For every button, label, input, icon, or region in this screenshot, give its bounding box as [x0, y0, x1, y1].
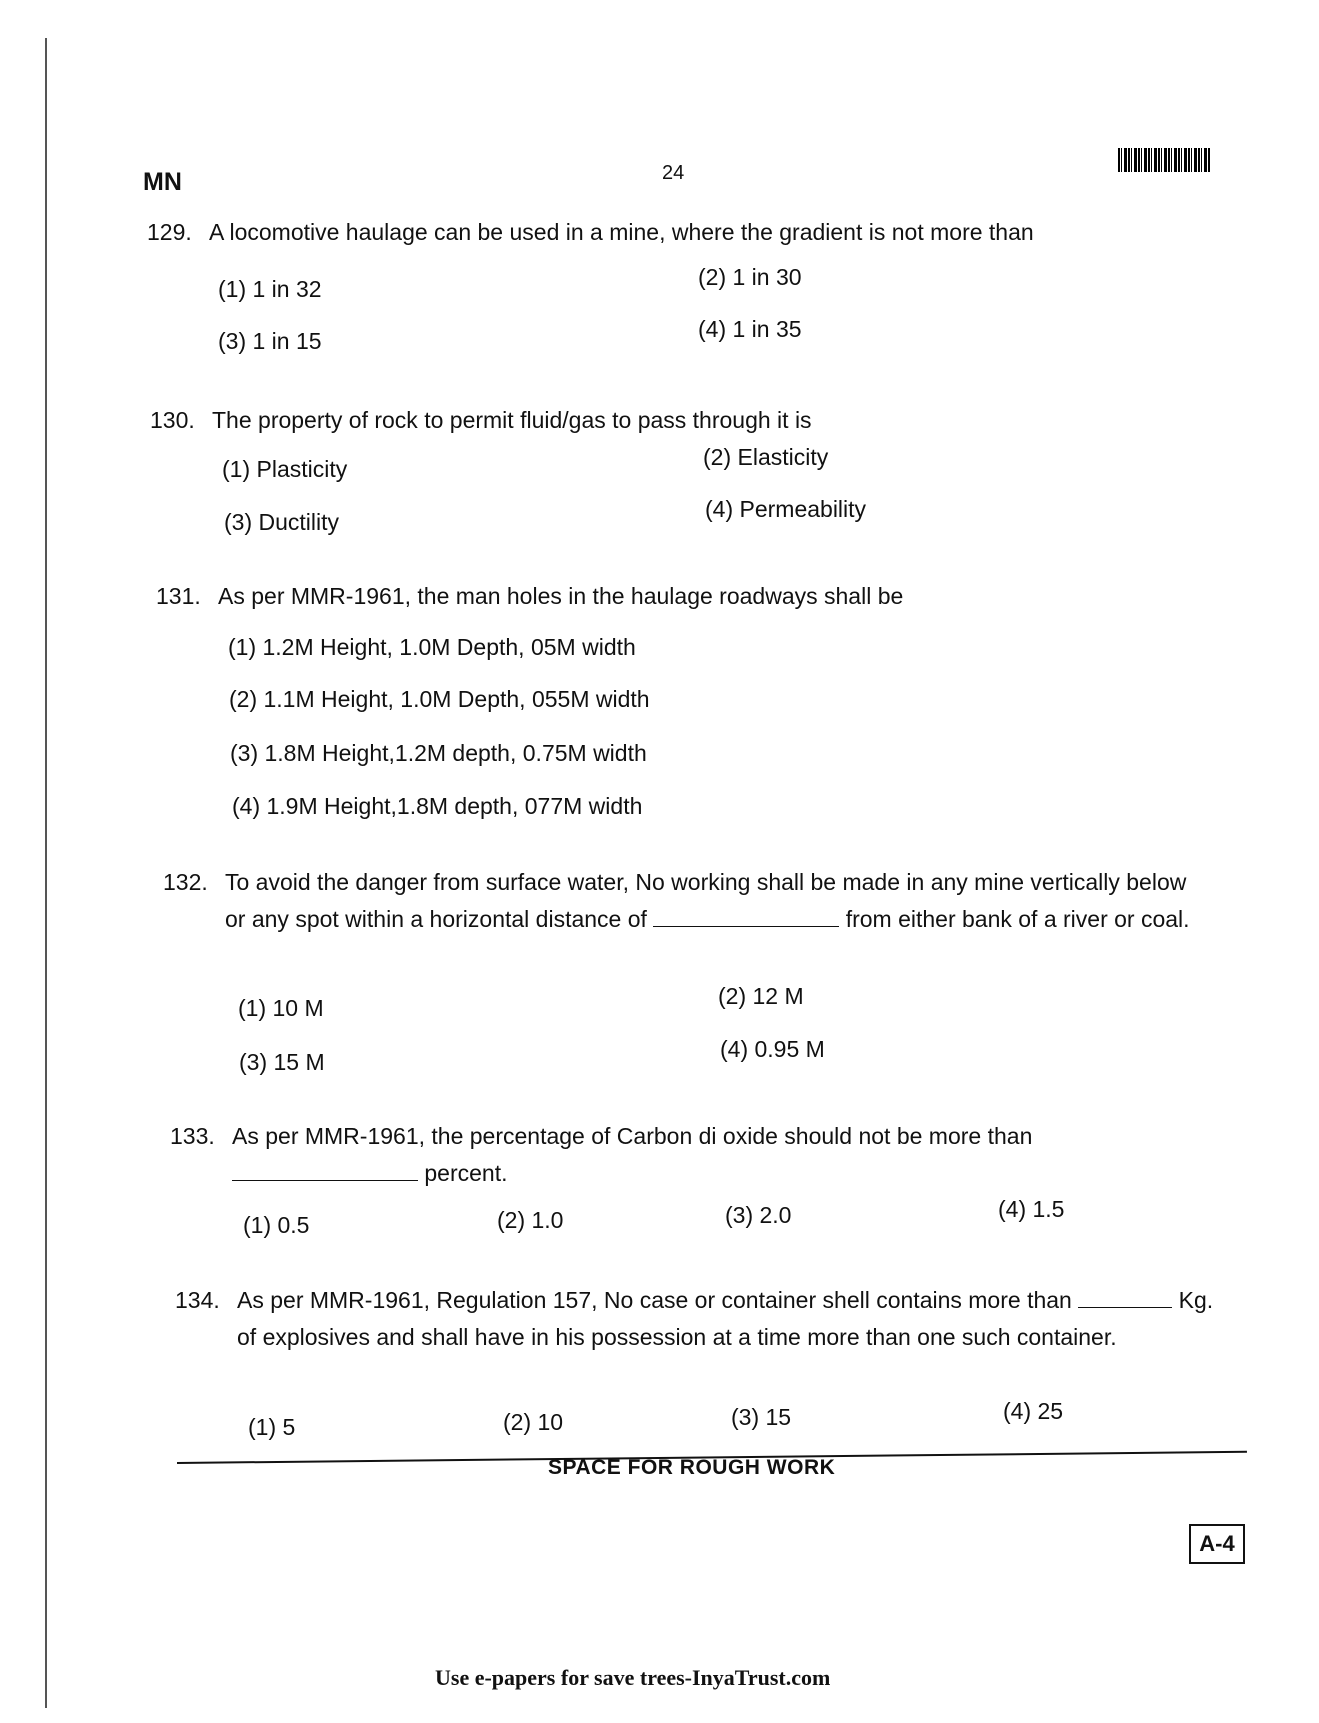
option-3: (3) 1 in 15	[218, 328, 322, 354]
option-3: (3) Ductility	[224, 509, 340, 535]
option-4: (4) Permeability	[705, 496, 867, 522]
option-2: (2) Elasticity	[703, 444, 829, 470]
stem-text: percent.	[424, 1160, 508, 1186]
question-number: 129.	[147, 219, 192, 245]
stem-text: To avoid the danger from surface water, No working shall be made in any mine vertically below or any spot within a horizontal distance of	[225, 869, 1187, 932]
option-1: (1) 1.2M Height, 1.0M Depth, 05M width	[228, 634, 636, 660]
stem-text: As per MMR-1961, the percentage of Carbon di oxide should not be more than	[232, 1123, 1033, 1149]
option-2: (2) 1 in 30	[698, 264, 802, 290]
question-number: 132.	[163, 869, 208, 895]
option-3: (3) 15	[731, 1404, 792, 1430]
answer-blank	[232, 1162, 418, 1181]
question-129	[147, 214, 1147, 251]
option-3: (3) 2.0	[725, 1202, 792, 1228]
question-number: 133.	[170, 1123, 215, 1149]
option-2: (2) 1.1M Height, 1.0M Depth, 055M width	[229, 686, 650, 712]
option-2: (2) 10	[503, 1409, 564, 1435]
option-4: (4) 1.9M Height,1.8M depth, 077M width	[232, 793, 643, 819]
question-number: 131.	[156, 583, 201, 609]
stem-text: from either bank of a river or coal.	[845, 906, 1190, 932]
option-2: (2) 1.0	[497, 1207, 564, 1233]
option-3: (3) 15 M	[239, 1049, 325, 1075]
question-stem	[225, 864, 1213, 938]
page-number: 24	[662, 162, 685, 184]
question-133	[170, 1118, 1170, 1192]
question-stem: As per MMR-1961, the man holes in the haulage roadways shall be	[218, 583, 904, 609]
option-1: (1) 10 M	[238, 995, 324, 1021]
question-stem	[232, 1118, 1170, 1192]
question-number: 134.	[175, 1287, 220, 1313]
rough-work-label: SPACE FOR ROUGH WORK	[548, 1456, 836, 1479]
option-4: (4) 1.5	[998, 1196, 1065, 1222]
option-2: (2) 12 M	[718, 983, 804, 1009]
question-stem: A locomotive haulage can be used in a mine, where the gradient is not more than	[209, 219, 1034, 245]
option-1: (1) 0.5	[243, 1212, 310, 1238]
question-131	[156, 578, 1156, 615]
question-134	[175, 1282, 1225, 1356]
paper-code: MN	[143, 168, 182, 196]
option-1: (1) 5	[248, 1414, 296, 1440]
question-stem	[237, 1282, 1225, 1356]
barcode-icon	[1118, 148, 1210, 172]
question-number: 130.	[150, 407, 195, 433]
set-code-box: A-4	[1189, 1524, 1245, 1564]
question-132	[163, 864, 1213, 938]
answer-blank	[1078, 1289, 1172, 1308]
option-1: (1) 1 in 32	[218, 276, 322, 302]
stem-text: As per MMR-1961, Regulation 157, No case or container shell contains more than	[237, 1287, 1072, 1313]
answer-blank	[653, 908, 839, 927]
footer-text: Use e-papers for save trees-InyaTrust.com	[435, 1665, 831, 1690]
option-3: (3) 1.8M Height,1.2M depth, 0.75M width	[230, 740, 647, 766]
option-4: (4) 0.95 M	[720, 1036, 825, 1062]
question-stem: The property of rock to permit fluid/gas to pass through it is	[212, 407, 812, 433]
left-margin-line	[45, 38, 47, 1708]
stem-text: Kg. of explosives and shall have in his possession at a time more than one such container.	[237, 1287, 1214, 1350]
option-4: (4) 25	[1003, 1398, 1064, 1424]
option-4: (4) 1 in 35	[698, 316, 802, 342]
option-1: (1) Plasticity	[222, 456, 348, 482]
question-130	[150, 402, 1150, 439]
